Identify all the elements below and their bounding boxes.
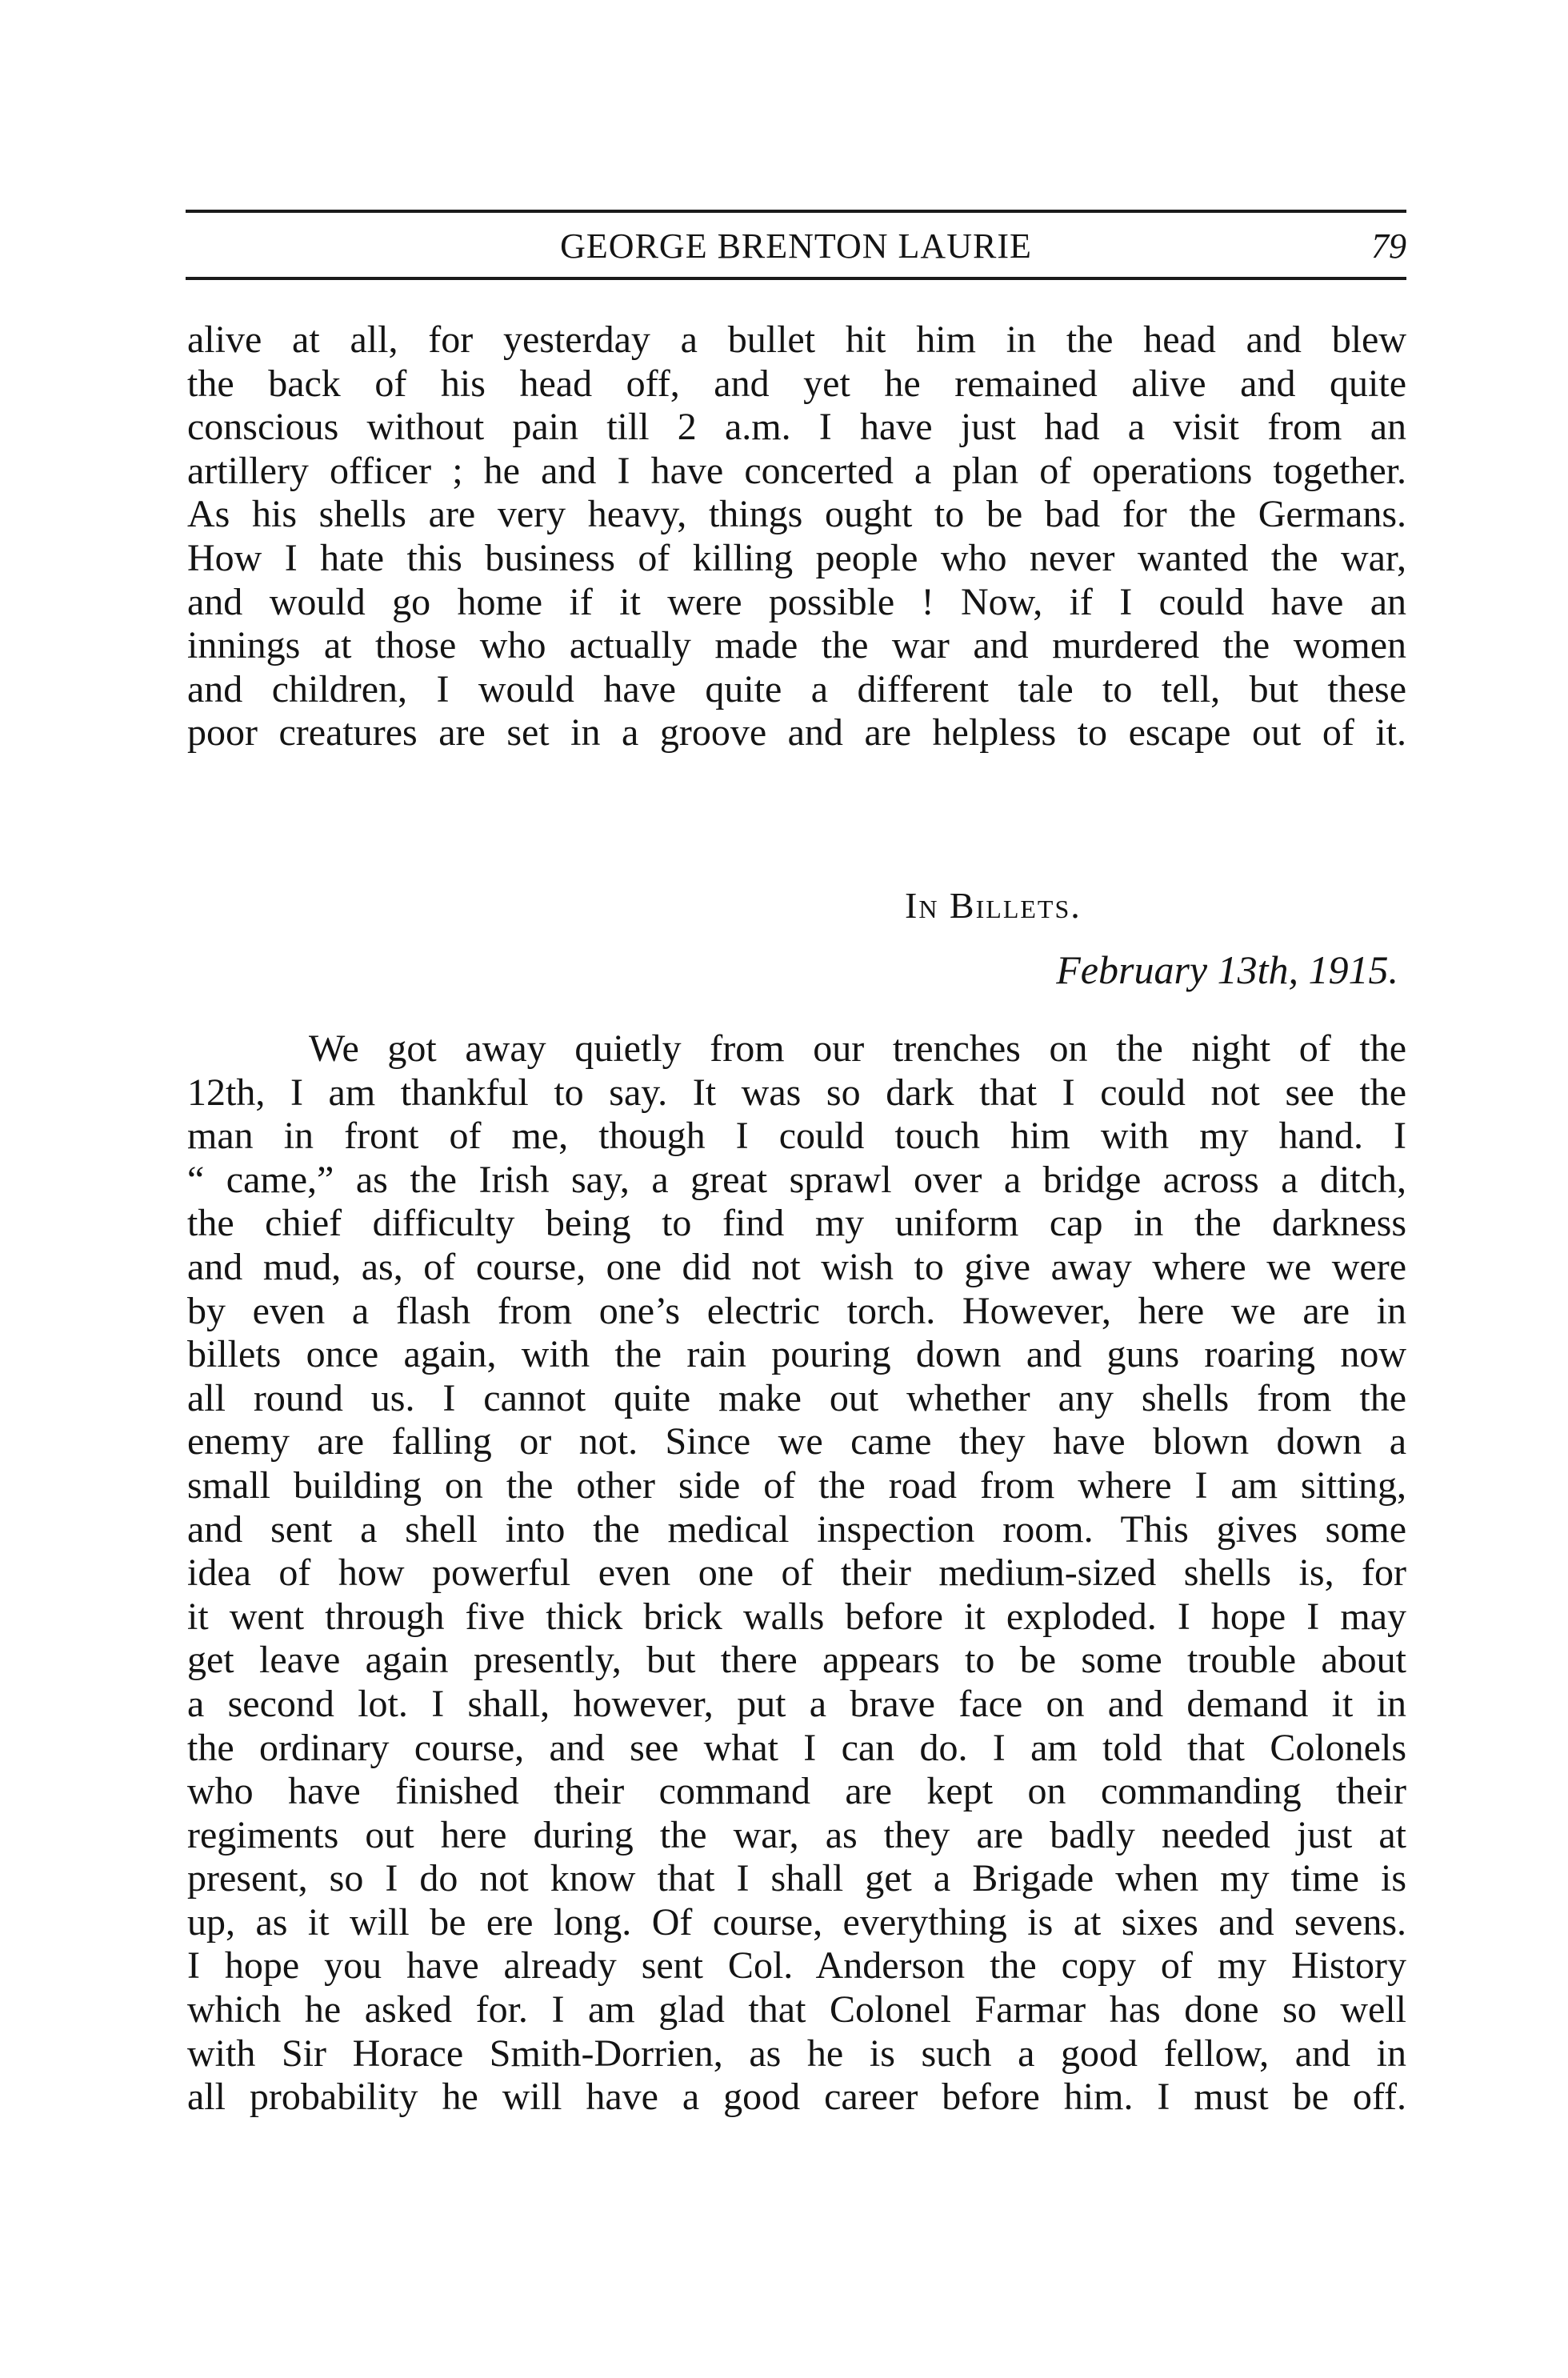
text-line: it went through five thick brick walls before it exploded. I hope I may: [187, 1595, 1406, 1638]
text-line: and children, I would have quite a different tale to tell, but these: [187, 667, 1406, 711]
text-line: and mud, as, of course, one did not wish to give away where we were: [187, 1245, 1406, 1288]
text-line: “ came,” as the Irish say, a great sprawl over a bridge across a ditch,: [187, 1158, 1406, 1201]
text-line: alive at all, for yesterday a bullet hit him in the head and blew: [187, 318, 1406, 361]
text-line: and sent a shell into the medical inspection room. This gives some: [187, 1507, 1406, 1551]
text-line: I hope you have already sent Col. Anderson the copy of my History: [187, 1944, 1406, 1988]
text-line: all round us. I cannot quite make out whether any shells from the: [187, 1376, 1406, 1419]
text-line: We got away quietly from our trenches on the night of the: [309, 1027, 1406, 1070]
text-line: enemy are falling or not. Since we came they have blown down a: [187, 1420, 1406, 1463]
text-line: get leave again presently, but there appears to be some trouble about: [187, 1639, 1406, 1682]
text-line: all probability he will have a good career before him. I must be off.: [187, 2076, 1406, 2119]
text-line: small building on the other side of the road from where I am sitting,: [187, 1463, 1406, 1507]
text-line: who have finished their command are kept on commanding their: [187, 1770, 1406, 1813]
text-line: artillery officer ; he and I have concerted a plan of operations together.: [187, 449, 1406, 492]
section-heading: In Billets.: [905, 885, 1082, 926]
page-number: 79: [1371, 226, 1406, 266]
text-line: regiments out here during the war, as they are badly needed just at: [187, 1813, 1406, 1856]
text-line: the chief difficulty being to find my uniform cap in the darkness: [187, 1202, 1406, 1245]
text-line: up, as it will be ere long. Of course, everything is at sixes and sevens.: [187, 1900, 1406, 1944]
text-line: billets once again, with the rain pouring down and guns roaring now: [187, 1333, 1406, 1376]
text-line: by even a flash from one’s electric torch. However, here we are in: [187, 1289, 1406, 1332]
text-line: a second lot. I shall, however, put a brave face on and demand it in: [187, 1682, 1406, 1725]
text-line: innings at those who actually made the war and murdered the women: [187, 624, 1406, 667]
text-line: man in front of me, though I could touch him with my hand. I: [187, 1115, 1406, 1158]
text-line: which he asked for. I am glad that Colonel Farmar has done so well: [187, 1988, 1406, 2032]
text-line: As his shells are very heavy, things ought to be bad for the Germans.: [187, 493, 1406, 536]
header-bottom-rule: [186, 277, 1406, 280]
header-top-rule: [186, 210, 1406, 213]
text-line: conscious without pain till 2 a.m. I have just had a visit from an: [187, 406, 1406, 449]
paragraph-continued: [187, 318, 1406, 755]
paragraph-letter: [187, 1027, 1406, 2120]
text-line: poor creatures are set in a groove and are helpless to escape out of it.: [187, 711, 1406, 755]
running-title: GEORGE BRENTON LAURIE: [560, 226, 1032, 266]
text-line: present, so I do not know that I shall get a Brigade when my time is: [187, 1857, 1406, 1900]
text-line: 12th, I am thankful to say. It was so dark that I could not see the: [187, 1071, 1406, 1114]
running-head: [186, 222, 1406, 270]
text-line: the back of his head off, and yet he remained alive and quite: [187, 362, 1406, 405]
text-line: and would go home if it were possible ! Now, if I could have an: [187, 580, 1406, 623]
text-line: the ordinary course, and see what I can do. I am told that Colonels: [187, 1726, 1406, 1769]
text-line: idea of how powerful even one of their medium-sized shells is, for: [187, 1551, 1406, 1595]
text-line: with Sir Horace Smith-Dorrien, as he is such a good fellow, and in: [187, 2032, 1406, 2075]
text-line: How I hate this business of killing people who never wanted the war,: [187, 536, 1406, 579]
entry-date: February 13th, 1915.: [1056, 947, 1398, 992]
